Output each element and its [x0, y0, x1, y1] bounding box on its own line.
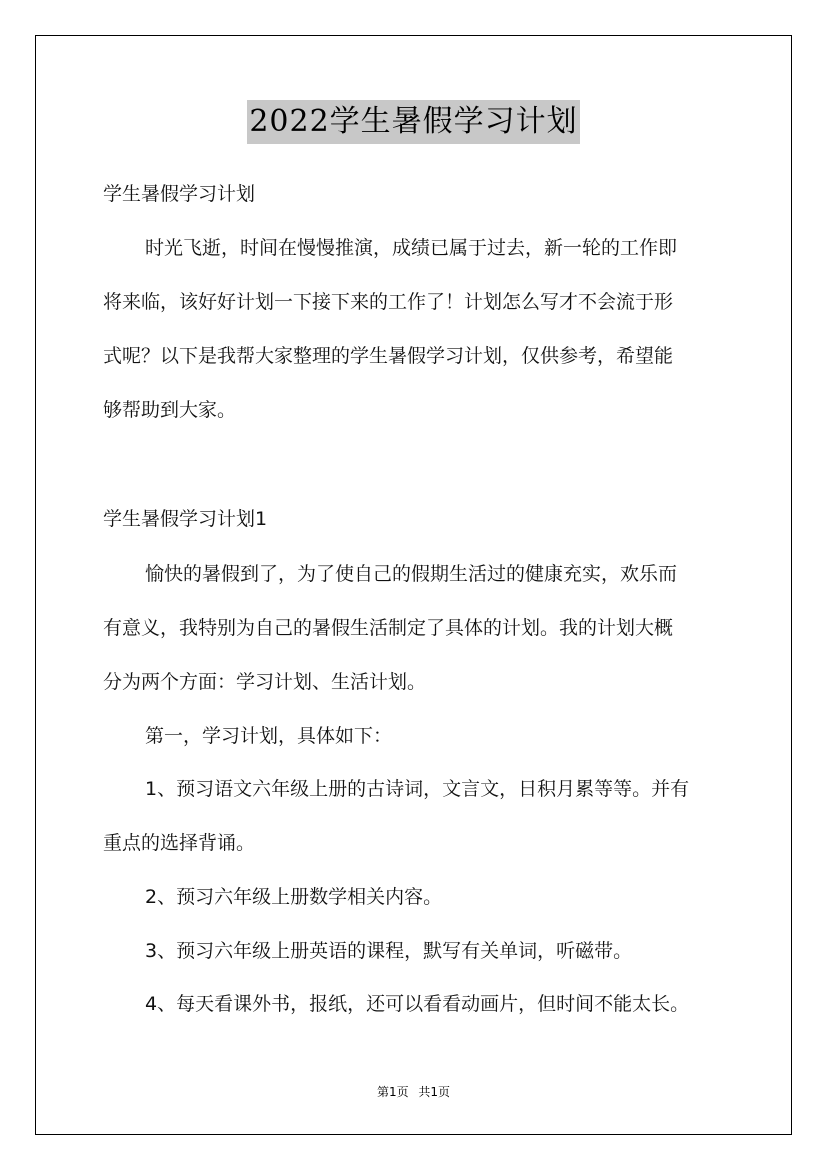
paragraph-line: 式呢？以下是我帮大家整理的学生暑假学习计划，仅供参考，希望能: [103, 345, 674, 367]
paragraph-line: 1、预习语文六年级上册的古诗词，文言文，日积月累等等。并有: [145, 778, 690, 800]
title-container: [0, 100, 827, 144]
paragraph-line: 够帮助到大家。: [103, 399, 237, 421]
paragraph-line: 将来临，该好好计划一下接下来的工作了！计划怎么写才不会流于形: [103, 291, 674, 313]
paragraph-line: 时光飞逝，时间在慢慢推演，成绩已属于过去，新一轮的工作即: [145, 237, 678, 259]
paragraph-line: 3、预习六年级上册英语的课程，默写有关单词，听磁带。: [145, 940, 633, 962]
paragraph-line: 分为两个方面：学习计划、生活计划。: [103, 671, 427, 693]
section-heading: 学生暑假学习计划1: [103, 508, 268, 530]
paragraph-line: 4、每天看课外书，报纸，还可以看看动画片，但时间不能太长。: [145, 993, 690, 1015]
page-total: 共1页: [418, 1085, 451, 1099]
document-title: 2022学生暑假学习计划: [247, 100, 579, 144]
paragraph-line: 有意义，我特别为自己的暑假生活制定了具体的计划。我的计划大概: [103, 617, 674, 639]
paragraph-line: 重点的选择背诵。: [103, 832, 256, 854]
subtitle: 学生暑假学习计划: [103, 183, 256, 205]
paragraph-line: 愉快的暑假到了，为了使自己的假期生活过的健康充实，欢乐而: [145, 563, 678, 585]
paragraph-line: 2、预习六年级上册数学相关内容。: [145, 886, 443, 908]
paragraph-line: 第一，学习计划，具体如下：: [145, 725, 393, 747]
page-footer: [0, 1083, 827, 1100]
page-number: 第1页: [376, 1085, 409, 1099]
